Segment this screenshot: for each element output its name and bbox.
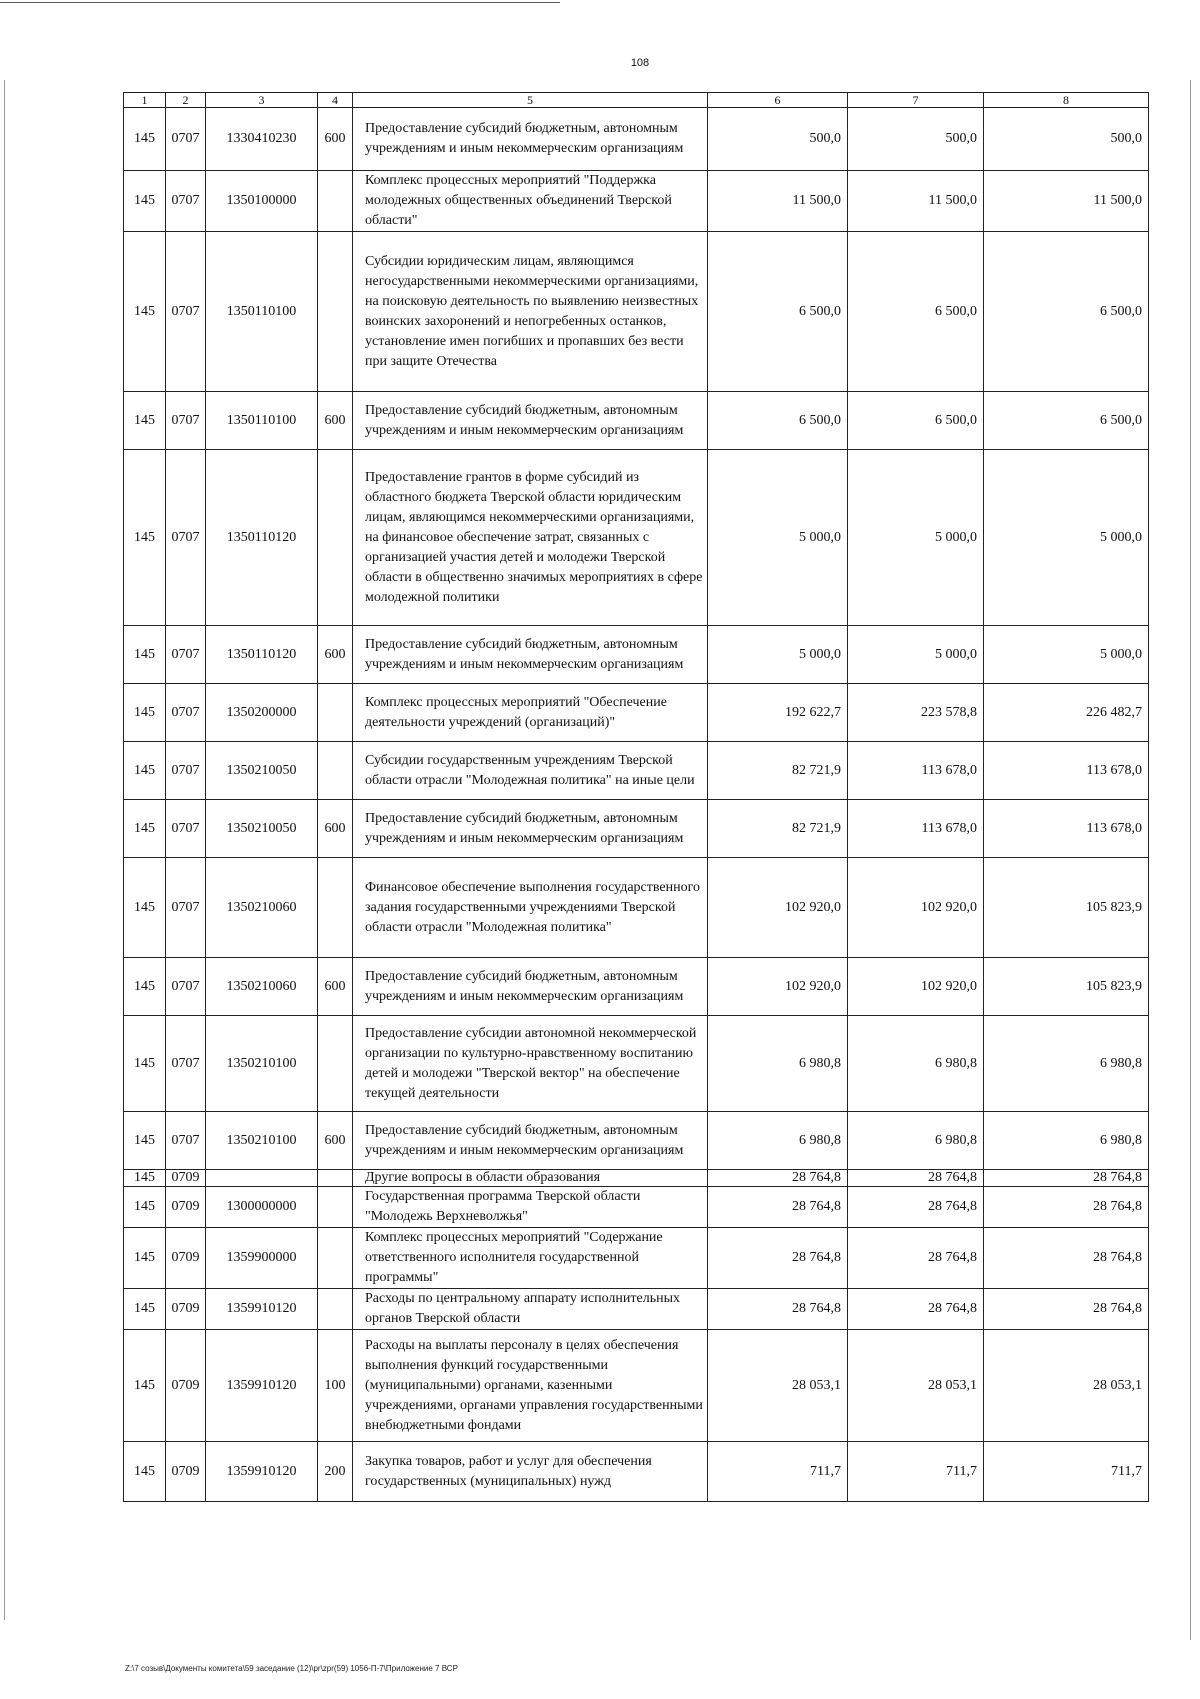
admin-code: 145 [124,742,166,800]
target-code: 1350210100 [206,1112,318,1170]
section-code: 0707 [166,684,206,742]
admin-code: 145 [124,450,166,626]
admin-code: 145 [124,392,166,450]
amount-col7: 113 678,0 [848,800,984,858]
amount-col7: 28 764,8 [848,1289,984,1330]
footer-file-path: Z:\7 созыв\Документы комитета\59 заседание (12)\pr\zpr(59) 1056-П-7\Приложение 7 ВСР [125,1664,458,1673]
table-row [124,858,1149,958]
section-code: 0707 [166,392,206,450]
amount-col8: 28 764,8 [984,1289,1149,1330]
target-code: 1359910120 [206,1442,318,1502]
amount-col8: 226 482,7 [984,684,1149,742]
expense-type [318,1016,353,1112]
amount-col6: 6 980,8 [708,1016,848,1112]
amount-col8: 6 500,0 [984,392,1149,450]
admin-code: 145 [124,626,166,684]
amount-col8: 28 764,8 [984,1187,1149,1228]
expense-type [318,1170,353,1187]
amount-col6: 28 764,8 [708,1187,848,1228]
section-code: 0707 [166,742,206,800]
amount-col6: 6 980,8 [708,1112,848,1170]
item-name: Комплекс процессных мероприятий "Поддержка молодежных общественных объединений Тверской области" [353,171,708,232]
table-row [124,1289,1149,1330]
item-name: Расходы на выплаты персоналу в целях обеспечения выполнения функций государственными (муниципальными) органами, казенными учреждениями, органами управления государственными внебюджетными фондами [353,1330,708,1442]
table-body [124,108,1149,1502]
expense-type [318,1289,353,1330]
target-code: 1330410230 [206,108,318,171]
amount-col8: 28 053,1 [984,1330,1149,1442]
table-row [124,450,1149,626]
scan-artifact-right [1190,80,1191,1640]
target-code: 1350210100 [206,1016,318,1112]
column-header-4: 4 [318,93,353,108]
item-name: Субсидии юридическим лицам, являющимся негосударственными некоммерческими организациями, на поисковую деятельность по выявлению неизвестных воинских захоронений и непогребенных останков, установление имен погибших и пропавших без вести при защите Отечества [353,232,708,392]
amount-col8: 105 823,9 [984,958,1149,1016]
admin-code: 145 [124,958,166,1016]
target-code: 1350210060 [206,958,318,1016]
column-header-8: 8 [984,93,1149,108]
amount-col8: 28 764,8 [984,1170,1149,1187]
target-code: 1350210050 [206,800,318,858]
amount-col7: 28 764,8 [848,1170,984,1187]
table-row [124,108,1149,171]
amount-col7: 6 500,0 [848,392,984,450]
amount-col7: 711,7 [848,1442,984,1502]
table-row [124,1016,1149,1112]
amount-col7: 5 000,0 [848,626,984,684]
admin-code: 145 [124,1170,166,1187]
target-code: 1359910120 [206,1289,318,1330]
section-code: 0707 [166,1112,206,1170]
expense-type: 600 [318,800,353,858]
table-row [124,392,1149,450]
item-name: Расходы по центральному аппарату исполнительных органов Тверской области [353,1289,708,1330]
admin-code: 145 [124,1228,166,1289]
section-code: 0707 [166,800,206,858]
amount-col7: 28 053,1 [848,1330,984,1442]
amount-col7: 102 920,0 [848,958,984,1016]
amount-col8: 113 678,0 [984,800,1149,858]
amount-col7: 11 500,0 [848,171,984,232]
target-code: 1300000000 [206,1187,318,1228]
expense-type [318,232,353,392]
section-code: 0709 [166,1330,206,1442]
section-code: 0709 [166,1289,206,1330]
target-code: 1350100000 [206,171,318,232]
admin-code: 145 [124,171,166,232]
item-name: Государственная программа Тверской области "Молодежь Верхневолжья" [353,1187,708,1228]
item-name: Предоставление грантов в форме субсидий из областного бюджета Тверской области юридическим лицам, являющимся некоммерческими организациями, на финансовое обеспечение затрат, связанных с организацией участия детей и молодежи Тверской области в общественно значимых мероприятиях в сфере молодежной политики [353,450,708,626]
column-header-7: 7 [848,93,984,108]
admin-code: 145 [124,1112,166,1170]
target-code: 1350110100 [206,392,318,450]
item-name: Закупка товаров, работ и услуг для обеспечения государственных (муниципальных) нужд [353,1442,708,1502]
table-row [124,1187,1149,1228]
amount-col8: 6 500,0 [984,232,1149,392]
amount-col7: 500,0 [848,108,984,171]
budget-table [123,92,1149,1502]
scan-artifact-left [4,80,5,1620]
table-row [124,1170,1149,1187]
item-name: Субсидии государственным учреждениям Тверской области отрасли "Молодежная политика" на иные цели [353,742,708,800]
amount-col6: 82 721,9 [708,800,848,858]
amount-col6: 5 000,0 [708,626,848,684]
item-name: Другие вопросы в области образования [353,1170,708,1187]
table-row [124,1442,1149,1502]
target-code [206,1170,318,1187]
section-code: 0707 [166,958,206,1016]
column-number-row [124,93,1149,108]
item-name: Предоставление субсидий бюджетным, автономным учреждениям и иным некоммерческим организациям [353,800,708,858]
section-code: 0707 [166,626,206,684]
target-code: 1350110120 [206,450,318,626]
amount-col6: 6 500,0 [708,232,848,392]
table-row [124,626,1149,684]
section-code: 0707 [166,1016,206,1112]
admin-code: 145 [124,232,166,392]
amount-col8: 11 500,0 [984,171,1149,232]
admin-code: 145 [124,1442,166,1502]
amount-col7: 102 920,0 [848,858,984,958]
amount-col8: 105 823,9 [984,858,1149,958]
column-header-6: 6 [708,93,848,108]
item-name: Комплекс процессных мероприятий "Обеспечение деятельности учреждений (организаций)" [353,684,708,742]
column-header-3: 3 [206,93,318,108]
amount-col6: 711,7 [708,1442,848,1502]
item-name: Предоставление субсидий бюджетным, автономным учреждениям и иным некоммерческим организациям [353,108,708,171]
amount-col6: 102 920,0 [708,958,848,1016]
expense-type: 100 [318,1330,353,1442]
admin-code: 145 [124,858,166,958]
target-code: 1350110100 [206,232,318,392]
item-name: Предоставление субсидий бюджетным, автономным учреждениям и иным некоммерческим организациям [353,958,708,1016]
amount-col7: 5 000,0 [848,450,984,626]
amount-col6: 6 500,0 [708,392,848,450]
expense-type [318,171,353,232]
amount-col7: 113 678,0 [848,742,984,800]
item-name: Предоставление субсидий бюджетным, автономным учреждениям и иным некоммерческим организациям [353,626,708,684]
amount-col7: 28 764,8 [848,1187,984,1228]
item-name: Финансовое обеспечение выполнения государственного задания государственными учреждениями Тверской области отрасли "Молодежная политика" [353,858,708,958]
table-row [124,171,1149,232]
table-row [124,742,1149,800]
admin-code: 145 [124,800,166,858]
target-code: 1350110120 [206,626,318,684]
amount-col8: 500,0 [984,108,1149,171]
amount-col6: 192 622,7 [708,684,848,742]
expense-type [318,1228,353,1289]
item-name: Предоставление субсидии автономной некоммерческой организации по культурно-нравственному воспитанию детей и молодежи "Тверской вектор" на обеспечение текущей деятельности [353,1016,708,1112]
page-number: 108 [630,57,650,69]
section-code: 0707 [166,858,206,958]
item-name: Комплекс процессных мероприятий "Содержание ответственного исполнителя государственной программы" [353,1228,708,1289]
amount-col6: 28 764,8 [708,1170,848,1187]
section-code: 0707 [166,450,206,626]
amount-col8: 113 678,0 [984,742,1149,800]
amount-col8: 6 980,8 [984,1016,1149,1112]
table-row [124,958,1149,1016]
expense-type [318,742,353,800]
amount-col6: 82 721,9 [708,742,848,800]
amount-col6: 5 000,0 [708,450,848,626]
section-code: 0709 [166,1170,206,1187]
section-code: 0709 [166,1442,206,1502]
admin-code: 145 [124,1016,166,1112]
amount-col6: 500,0 [708,108,848,171]
amount-col7: 6 500,0 [848,232,984,392]
column-header-1: 1 [124,93,166,108]
column-header-5: 5 [353,93,708,108]
expense-type [318,450,353,626]
amount-col8: 6 980,8 [984,1112,1149,1170]
amount-col8: 28 764,8 [984,1228,1149,1289]
admin-code: 145 [124,1330,166,1442]
item-name: Предоставление субсидий бюджетным, автономным учреждениям и иным некоммерческим организациям [353,392,708,450]
expense-type [318,858,353,958]
item-name: Предоставление субсидий бюджетным, автономным учреждениям и иным некоммерческим организациям [353,1112,708,1170]
amount-col6: 28 053,1 [708,1330,848,1442]
table-row [124,232,1149,392]
expense-type: 600 [318,1112,353,1170]
admin-code: 145 [124,108,166,171]
section-code: 0709 [166,1187,206,1228]
section-code: 0707 [166,232,206,392]
amount-col6: 11 500,0 [708,171,848,232]
target-code: 1350210060 [206,858,318,958]
section-code: 0707 [166,108,206,171]
admin-code: 145 [124,684,166,742]
table-row [124,800,1149,858]
expense-type: 600 [318,392,353,450]
target-code: 1350200000 [206,684,318,742]
expense-type: 600 [318,958,353,1016]
amount-col8: 5 000,0 [984,450,1149,626]
expense-type: 200 [318,1442,353,1502]
amount-col6: 28 764,8 [708,1228,848,1289]
amount-col7: 28 764,8 [848,1228,984,1289]
amount-col6: 28 764,8 [708,1289,848,1330]
section-code: 0709 [166,1228,206,1289]
column-header-2: 2 [166,93,206,108]
amount-col7: 223 578,8 [848,684,984,742]
amount-col7: 6 980,8 [848,1112,984,1170]
expense-type: 600 [318,626,353,684]
table-row [124,684,1149,742]
table-row [124,1112,1149,1170]
expense-type: 600 [318,108,353,171]
section-code: 0707 [166,171,206,232]
table-row [124,1228,1149,1289]
admin-code: 145 [124,1187,166,1228]
expense-type [318,684,353,742]
amount-col7: 6 980,8 [848,1016,984,1112]
amount-col8: 711,7 [984,1442,1149,1502]
admin-code: 145 [124,1289,166,1330]
table-row [124,1330,1149,1442]
scan-artifact-top [0,2,560,3]
target-code: 1350210050 [206,742,318,800]
target-code: 1359910120 [206,1330,318,1442]
target-code: 1359900000 [206,1228,318,1289]
amount-col6: 102 920,0 [708,858,848,958]
amount-col8: 5 000,0 [984,626,1149,684]
expense-type [318,1187,353,1228]
